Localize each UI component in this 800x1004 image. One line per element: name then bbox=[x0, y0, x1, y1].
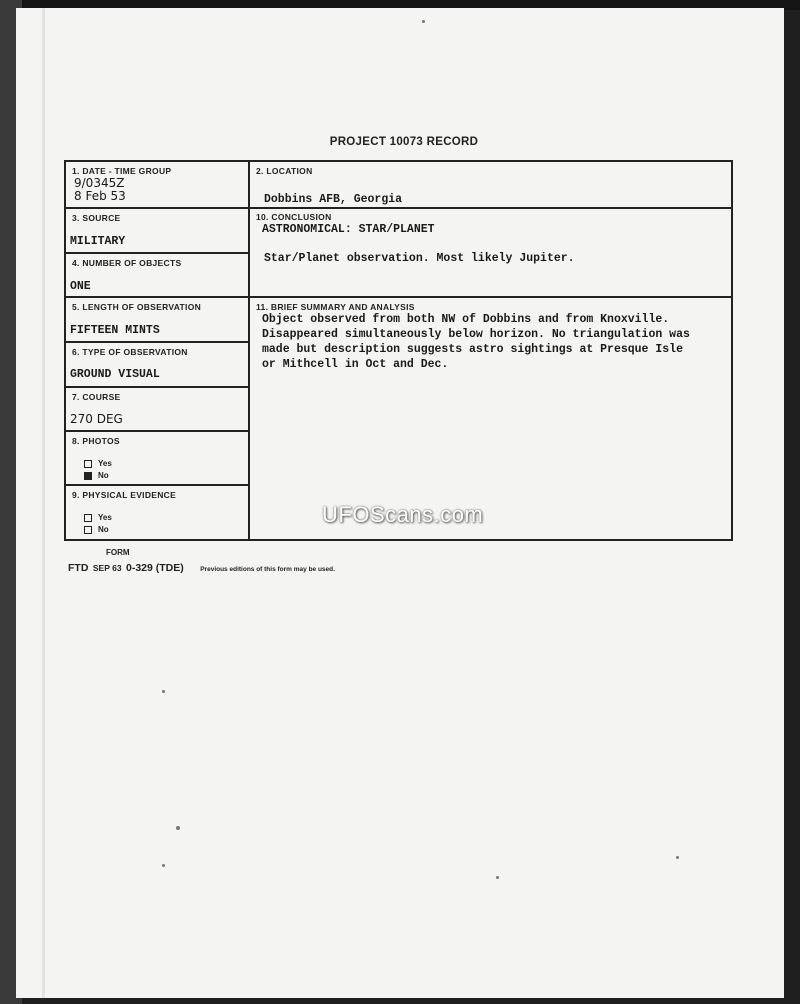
footer-ftd: FTD bbox=[68, 562, 89, 574]
evidence-yes-option[interactable] bbox=[84, 513, 112, 522]
photos-no-checkbox[interactable] bbox=[84, 472, 92, 480]
photos-no-label: No bbox=[98, 471, 109, 480]
photos-yes-label: Yes bbox=[98, 459, 112, 468]
date-value: 8 Feb 53 bbox=[74, 189, 126, 203]
conclusion-note: Star/Planet observation. Most likely Jupiter. bbox=[264, 252, 575, 265]
evidence-yes-label: Yes bbox=[98, 513, 112, 522]
type-of-observation-label: 6. TYPE OF OBSERVATION bbox=[72, 347, 188, 357]
document-page bbox=[16, 8, 784, 998]
row-divider bbox=[66, 207, 249, 209]
footer-date: SEP 63 bbox=[92, 563, 122, 573]
number-of-objects-label: 4. NUMBER OF OBJECTS bbox=[72, 258, 182, 268]
location-value: Dobbins AFB, Georgia bbox=[264, 193, 403, 206]
footer-form-word: FORM bbox=[106, 548, 130, 557]
row-divider bbox=[66, 430, 249, 432]
evidence-no-checkbox[interactable] bbox=[84, 526, 92, 534]
photos-yes-option[interactable] bbox=[84, 459, 112, 468]
scan-speck bbox=[676, 856, 679, 859]
summary-line: made but description suggests astro sightings at Presque Isle bbox=[262, 343, 683, 356]
summary-line: Disappeared simultaneously below horizon. No triangulation was bbox=[262, 328, 690, 341]
photos-label: 8. PHOTOS bbox=[72, 436, 120, 446]
number-of-objects-value: ONE bbox=[70, 280, 91, 293]
summary-line: or Mithcell in Oct and Dec. bbox=[262, 358, 449, 371]
record-form bbox=[64, 160, 733, 541]
conclusion-value: ASTRONOMICAL: STAR/PLANET bbox=[262, 223, 435, 236]
course-value: 270 DEG bbox=[70, 412, 123, 426]
location-label: 2. LOCATION bbox=[256, 166, 313, 176]
evidence-yes-checkbox[interactable] bbox=[84, 514, 92, 522]
physical-evidence-label: 9. PHYSICAL EVIDENCE bbox=[72, 490, 177, 500]
source-value: MILITARY bbox=[70, 235, 126, 248]
evidence-no-label: No bbox=[98, 525, 109, 534]
scan-speck bbox=[422, 20, 425, 23]
source-label: 3. SOURCE bbox=[72, 213, 121, 223]
form-footer bbox=[68, 558, 335, 576]
summary-text bbox=[262, 312, 732, 372]
row-divider bbox=[66, 296, 733, 298]
watermark: UFOScans.com bbox=[322, 502, 484, 527]
course-label: 7. COURSE bbox=[72, 392, 121, 402]
footer-note: Previous editions of this form may be used. bbox=[200, 566, 335, 573]
date-time-group-label: 1. DATE - TIME GROUP bbox=[72, 166, 172, 176]
summary-line: Object observed from both NW of Dobbins and from Knoxville. bbox=[262, 313, 670, 326]
conclusion-label: 10. CONCLUSION bbox=[256, 212, 332, 222]
row-divider bbox=[66, 484, 249, 486]
length-of-observation-value: FIFTEEN MINTS bbox=[70, 324, 160, 337]
photos-yes-checkbox[interactable] bbox=[84, 460, 92, 468]
scan-speck bbox=[162, 864, 165, 867]
row-divider bbox=[249, 207, 733, 209]
scan-speck bbox=[162, 690, 165, 693]
photos-no-option[interactable] bbox=[84, 471, 109, 480]
row-divider bbox=[66, 386, 249, 388]
footer-form-number: 0-329 (TDE) bbox=[126, 562, 184, 574]
row-divider bbox=[66, 341, 249, 343]
scan-speck bbox=[496, 876, 499, 879]
type-of-observation-value: GROUND VISUAL bbox=[70, 368, 160, 381]
column-divider bbox=[248, 162, 250, 539]
date-time-group-value: 9/0345Z bbox=[74, 176, 125, 190]
form-title: PROJECT 10073 RECORD bbox=[329, 136, 479, 148]
evidence-no-option[interactable] bbox=[84, 525, 109, 534]
summary-label: 11. BRIEF SUMMARY AND ANALYSIS bbox=[256, 302, 415, 312]
scan-speck bbox=[176, 826, 180, 830]
row-divider bbox=[66, 252, 249, 254]
length-of-observation-label: 5. LENGTH OF OBSERVATION bbox=[72, 302, 202, 312]
page-crease bbox=[42, 8, 45, 998]
